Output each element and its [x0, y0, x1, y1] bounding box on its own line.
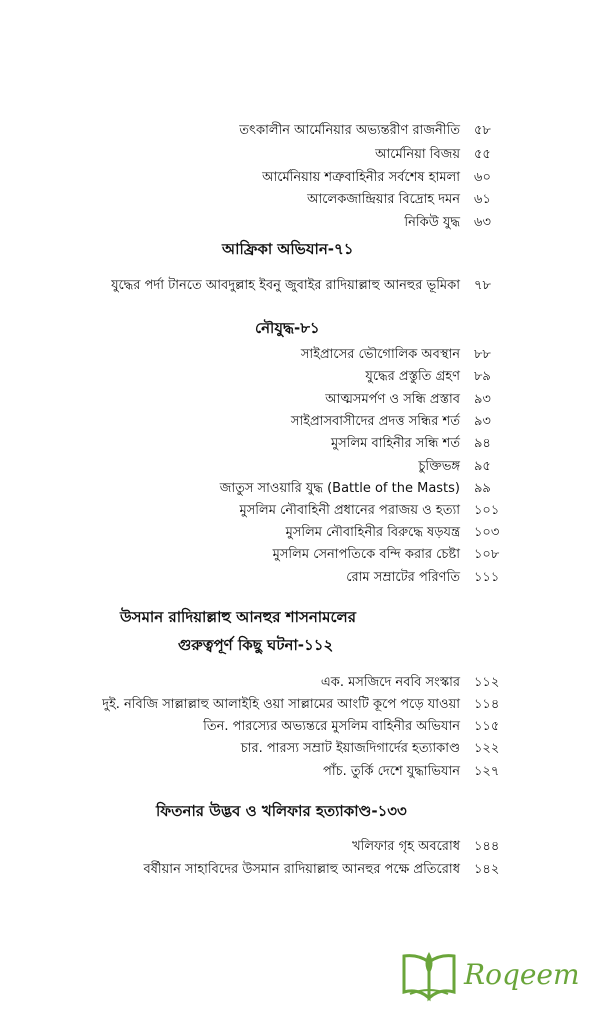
toc-entry-title: আলেকজান্দ্রিয়ার বিদ্রোহ দমন [307, 191, 460, 207]
toc-entry[interactable] [60, 522, 506, 544]
toc-entry[interactable] [60, 144, 506, 166]
toc-entry-page: ১০৮ [474, 546, 500, 562]
toc-entry[interactable] [60, 212, 506, 234]
toc-entry-title: মুসলিম নৌবাহিনীর বিরুদ্ধে ষড়যন্ত্র [285, 524, 460, 540]
toc-entry[interactable] [60, 389, 506, 411]
toc-entry-page: ১১৪ [474, 696, 500, 712]
toc-entry[interactable] [60, 859, 506, 881]
toc-entry-page: ১১১ [474, 569, 500, 585]
toc-entry-page: ১২৭ [474, 763, 500, 779]
toc-entry-page: ১৪২ [474, 861, 500, 877]
toc-entry-title: মুসলিম নৌবাহিনী প্রধানের পরাজয় ও হত্যা [239, 502, 460, 518]
toc-entry-title: নিকিউ যুদ্ধ [404, 214, 460, 230]
toc-entry-title: মুসলিম সেনাপতিকে বন্দি করার চেষ্টা [272, 546, 460, 562]
toc-entry[interactable] [60, 761, 506, 783]
toc-entry-page: ১২২ [474, 740, 500, 756]
toc-entry-title: যুদ্ধের প্রস্তুতি গ্রহণ [365, 368, 460, 384]
toc-entry[interactable] [60, 167, 506, 189]
toc-entry[interactable] [60, 716, 506, 738]
toc-entry[interactable] [60, 672, 506, 694]
watermark-logo [398, 948, 588, 1006]
toc-entry[interactable] [60, 433, 506, 455]
toc-entry-page: ৭৮ [474, 277, 491, 293]
toc-entry-page: ৮৯ [474, 368, 491, 384]
toc-entry-page: ৫৮ [474, 122, 491, 138]
toc-entry-title: আর্মেনিয়া বিজয় [375, 146, 460, 162]
book-leaf-icon [398, 948, 462, 1006]
toc-entry-title: মুসলিম বাহিনীর সন্ধি শর্ত [330, 435, 460, 451]
toc-entry[interactable] [60, 544, 506, 566]
toc-entry[interactable] [60, 836, 506, 858]
toc-entry-page: ৬০ [474, 169, 491, 185]
toc-entry-title: সাইপ্রাসের ভৌগোলিক অবস্থান [300, 346, 460, 362]
toc-entry[interactable] [60, 411, 506, 433]
toc-entry-page: ৬৩ [474, 214, 491, 230]
toc-entry-title: এক. মসজিদে নববি সংস্কার [320, 674, 460, 690]
toc-entry-title: খলিফার গৃহ অবরোধ [352, 838, 460, 854]
toc-entry[interactable] [60, 344, 506, 366]
toc-entry-title: যুদ্ধের পর্দা টানতে আবদুল্লাহ ইবনু জুবাইর রাদিয়াল্লাহু আনহুর ভূমিকা [111, 277, 460, 293]
toc-entry-page: ৯৩ [474, 413, 491, 429]
toc-entry-title: পাঁচ. তুর্কি দেশে যুদ্ধাভিযান [323, 763, 460, 779]
toc-entry-title: সাইপ্রাসবাসীদের প্রদত্ত সন্ধির শর্ত [290, 413, 460, 429]
section-heading: নৌযুদ্ধ-৮১ [255, 319, 320, 337]
toc-entry[interactable] [60, 738, 506, 760]
section-heading: উসমান রাদিয়াল্লাহু আনহুর শাসনামলের [120, 608, 356, 626]
toc-entry-title: দুই. নবিজি সাল্লাল্লাহু আলাইহি ওয়া সাল্লামের আংটি কূপে পড়ে যাওয়া [102, 696, 460, 712]
toc-entry-page: ৯৫ [474, 458, 491, 474]
toc-entry-title: চার. পারস্য সম্রাট ইয়াজদিগার্দের হত্যাকাণ্ড [240, 740, 460, 756]
toc-entry-page: ১০১ [474, 502, 500, 518]
section-heading: ফিতনার উদ্ভব ও খলিফার হত্যাকাণ্ড-১৩৩ [156, 802, 407, 820]
toc-entry-page: ৫৫ [474, 146, 491, 162]
toc-entry[interactable] [60, 567, 506, 589]
toc-entry-title: তৎকালীন আর্মেনিয়ার অভ্যন্তরীণ রাজনীতি [239, 122, 460, 138]
toc-entry-page: ৯৯ [474, 480, 491, 496]
toc-entry-title: বর্ষীয়ান সাহাবিদের উসমান রাদিয়াল্লাহু আনহুর পক্ষে প্রতিরোধ [143, 861, 460, 877]
toc-entry-page: ৬১ [474, 191, 491, 207]
toc-entry-page: ১০৩ [474, 524, 500, 540]
toc-entry[interactable] [60, 456, 506, 478]
toc-entry[interactable] [60, 189, 506, 211]
section-heading: আফ্রিকা অভিযান-৭১ [222, 240, 354, 258]
toc-entry-title: তিন. পারস্যের অভ্যন্তরে মুসলিম বাহিনীর অভিযান [203, 718, 460, 734]
watermark-text: Roqeem [464, 958, 580, 991]
toc-entry-title: চুক্তিভঙ্গ [418, 458, 460, 474]
toc-entry[interactable] [60, 478, 506, 500]
toc-entry-page: ১৪৪ [474, 838, 500, 854]
toc-entry[interactable] [60, 366, 506, 388]
toc-entry-title: আত্মসমর্পণ ও সন্ধি প্রস্তাব [325, 391, 460, 407]
toc-entry-title: আর্মেনিয়ায় শত্রুবাহিনীর সর্বশেষ হামলা [262, 169, 460, 185]
toc-entry-page: ১১৫ [474, 718, 500, 734]
toc-entry-page: ৯৩ [474, 391, 491, 407]
section-heading-continued: গুরুত্বপূর্ণ কিছু ঘটনা-১১২ [178, 636, 334, 654]
toc-entry-title: জাতুস সাওয়ারি যুদ্ধ (Battle of the Masts) [219, 480, 460, 496]
toc-entry[interactable] [60, 694, 506, 716]
toc-entry-page: ৮৮ [474, 346, 491, 362]
toc-entry-page: ১১২ [474, 674, 500, 690]
toc-entry[interactable] [60, 275, 506, 297]
toc-entry[interactable] [60, 120, 506, 142]
toc-entry[interactable] [60, 500, 506, 522]
toc-entry-page: ৯৪ [474, 435, 491, 451]
toc-entry-title: রোম সম্রাটের পরিণতি [346, 569, 460, 585]
